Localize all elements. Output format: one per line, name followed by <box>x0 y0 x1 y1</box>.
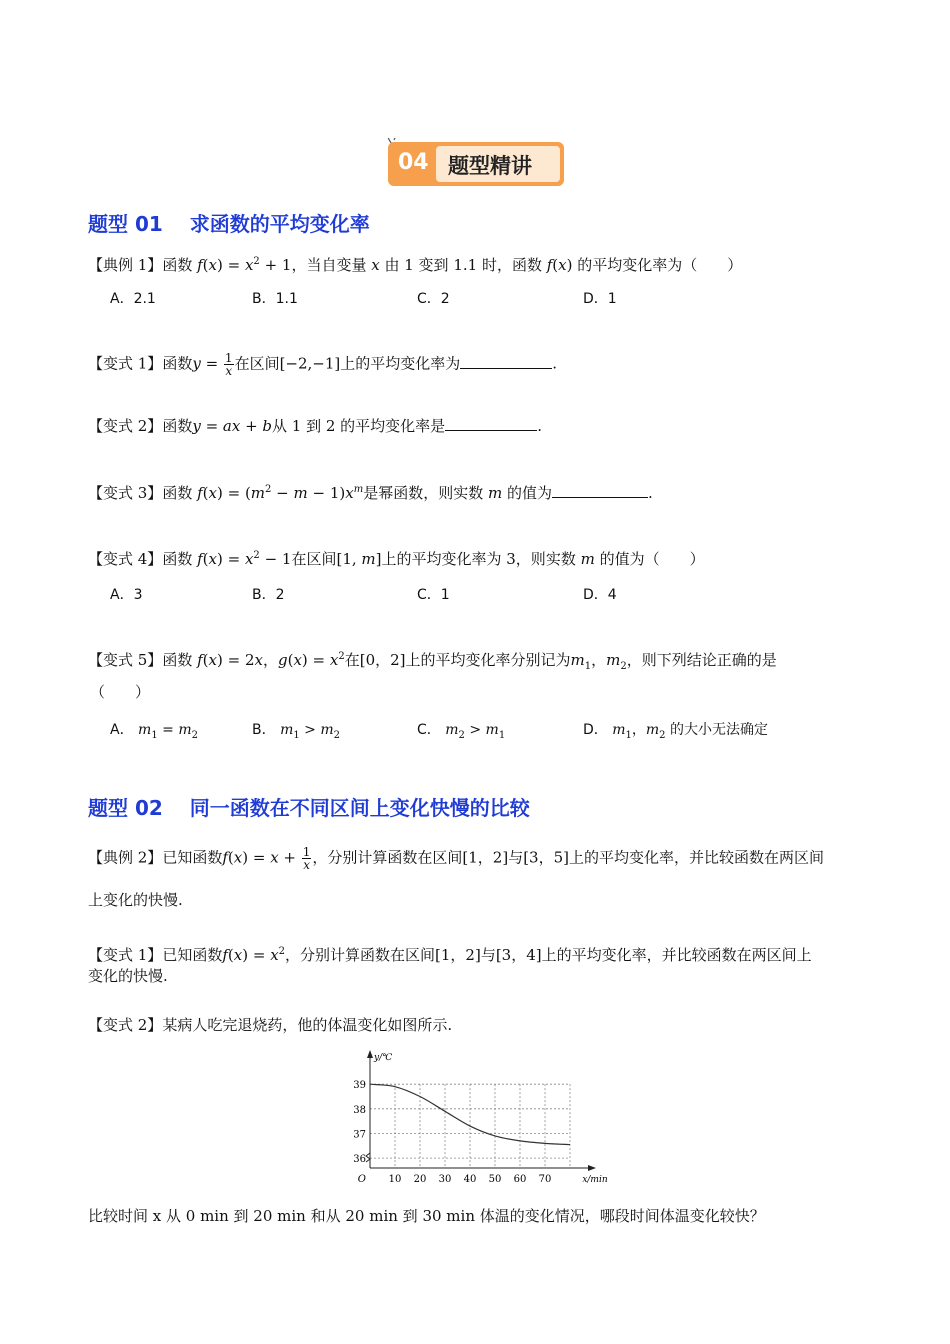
question-text: . <box>537 417 542 435</box>
section-heading-01: 题型 01 求函数的平均变化率 <box>88 212 370 236</box>
question-text: 的值为（ ） <box>594 550 705 568</box>
x-tick-label: 30 <box>438 1174 452 1185</box>
answer-paren: （ ） <box>90 683 151 701</box>
question-tag: 【变式 3】 <box>88 484 163 502</box>
section-badge <box>386 138 566 184</box>
question-text: 在区间[−2,−1]上的平均变化率为 <box>234 354 461 373</box>
section-heading-02: 题型 02 同一函数在不同区间上变化快慢的比较 <box>88 796 530 820</box>
option-b[interactable]: B．1.1 <box>252 291 298 307</box>
option-d[interactable]: D． $m_1$，$m_2$ 的大小无法确定 <box>583 722 768 741</box>
question-variant-1b: 【变式 1】已知函数$f(x) = x^2$，分别计算函数在区间[1，2]与[3，4]上的平均变化率，并比较函数在两区间上 <box>88 946 812 964</box>
option-b[interactable]: B． $m_1 > m_2$ <box>252 722 341 741</box>
option-label: B． <box>252 722 276 738</box>
x-axis-label: x/min <box>582 1175 608 1185</box>
question-variant-1: 【变式 1】函数y = $\frac{1}{x}$ 在区间[−2,−1]上的平均变化率为 . <box>88 351 558 378</box>
x-axis-arrow <box>588 1165 596 1171</box>
x-tick-label: 20 <box>413 1174 427 1185</box>
answer-blank[interactable] <box>445 416 537 431</box>
y-tick-label: 39 <box>353 1080 366 1092</box>
question-tag: 【变式 1】 <box>88 946 163 964</box>
question-text: 上的平均变化率为 3，则实数 <box>381 550 581 568</box>
question-final: 比较时间 x 从 0 min 到 20 min 和从 20 min 到 30 min 体温的变化情况，哪段时间体温变化较快？ <box>88 1207 765 1225</box>
question-text: . <box>648 484 653 502</box>
y-axis-label: y/℃ <box>374 1053 393 1063</box>
option-c[interactable]: C． $m_2 > m_1$ <box>417 722 506 741</box>
question-text: ，则下列结论正确的是 <box>626 651 777 669</box>
question-text: 已知函数 <box>162 848 223 867</box>
y-tick-label: 37 <box>353 1129 366 1141</box>
question-tag: 【典例 1】 <box>88 256 163 274</box>
option-label: C． <box>417 722 441 738</box>
question-tag: 【变式 2】 <box>88 1016 163 1034</box>
y-tick-label: 38 <box>353 1104 366 1116</box>
question-variant-2b <box>88 1015 452 1035</box>
y-tick-label: 36 <box>353 1154 366 1166</box>
question-text: 函数 <box>162 354 193 373</box>
question-tag: 【变式 4】 <box>88 550 163 568</box>
option-d[interactable]: D．4 <box>583 587 617 603</box>
question-tag: 【典例 2】 <box>88 848 163 867</box>
question-text: ，分别计算函数在区间[1，2]与[3，5]上的平均变化率，并比较函数在两区间 <box>312 848 824 867</box>
axis-break <box>366 1153 370 1162</box>
option-a[interactable]: A．3 <box>110 587 143 603</box>
question-variant-3: 【变式 3】函数 $f(x) = (m^2 - m - 1)x^m$是幂函数，则实数 m 的值为 . <box>88 484 653 502</box>
question-text: 从 1 到 2 的平均变化率是 <box>272 417 446 435</box>
x-tick-label: 70 <box>538 1174 552 1185</box>
question-text: 在区间 <box>291 550 337 568</box>
question-text: 由 1 变到 1.1 时，函数 <box>379 256 547 274</box>
option-d[interactable]: D．1 <box>583 291 617 307</box>
badge-label: 题型精讲 <box>448 154 532 178</box>
option-text: 的大小无法确定 <box>670 722 768 738</box>
question-text: 的值为 <box>506 484 552 502</box>
question-text: 函数 <box>162 256 198 274</box>
option-a[interactable]: A． $m_1 = m_2$ <box>110 722 198 741</box>
question-text: 函数 <box>162 550 198 568</box>
question-variant-4: 【变式 4】函数 $f(x) = x^2 - 1$在区间[1, m]上的平均变化率为 3，则实数 m 的值为（ ） <box>88 550 705 568</box>
question-text: 函数 <box>162 484 198 502</box>
question-text: 某病人吃完退烧药，他的体温变化如图所示. <box>162 1016 453 1034</box>
x-tick-label: 40 <box>463 1174 477 1185</box>
question-example-2: 【典例 2】已知函数f(x) = x + $\frac{1}{x}$ ，分别计算函数在区间[1，2]与[3，5]上的平均变化率，并比较函数在两区间 <box>88 845 824 872</box>
question-tag: 【变式 1】 <box>88 354 163 373</box>
question-text: 已知函数 <box>162 946 223 964</box>
badge-number: 04 <box>398 150 429 175</box>
temperature-chart <box>340 1050 610 1190</box>
question-text: 的平均变化率为（ ） <box>572 256 743 274</box>
option-c[interactable]: C．2 <box>417 291 450 307</box>
question-tag: 【变式 5】 <box>88 651 163 669</box>
question-text-cont: 变化的快慢. <box>88 967 168 985</box>
question-example-1: 【典例 1】函数 $f(x) = x^2 + 1$，当自变量 x 由 1 变到 1.1 时，函数 f(x) 的平均变化率为（ ） <box>88 256 743 274</box>
fraction: $\frac{1}{x}$ <box>302 845 311 872</box>
formula: y = ax + b <box>192 417 273 435</box>
option-b[interactable]: B．2 <box>252 587 285 603</box>
y-axis-arrow <box>367 1050 373 1058</box>
answer-blank[interactable] <box>552 483 648 498</box>
option-label: A． <box>110 722 134 738</box>
option-c[interactable]: C．1 <box>417 587 450 603</box>
question-text: ，当自变量 <box>291 256 372 274</box>
answer-blank[interactable] <box>460 354 552 369</box>
origin-label: O <box>357 1174 366 1185</box>
x-tick-label: 50 <box>488 1174 502 1185</box>
question-text: 是幂函数，则实数 <box>363 484 484 502</box>
question-text: 在[0，2]上的平均变化率分别记为 <box>344 651 571 669</box>
option-label: D． <box>583 722 608 738</box>
question-text-cont: 上变化的快慢. <box>88 891 183 909</box>
question-tag: 【变式 2】 <box>88 417 163 435</box>
question-variant-2 <box>88 416 542 436</box>
question-text: . <box>552 354 558 373</box>
option-a[interactable]: A．2.1 <box>110 291 156 307</box>
question-variant-5: 【变式 5】函数 f(x) = 2x，$g(x) = x^2$在[0，2]上的平均变化率分别记为$m_1$，$m_2$，则下列结论正确的是 <box>88 651 777 672</box>
question-text: 函数 <box>162 417 193 435</box>
x-tick-label: 60 <box>513 1174 527 1185</box>
fraction: $\frac{1}{x}$ <box>224 351 233 378</box>
x-tick-label: 10 <box>388 1174 402 1185</box>
question-text: 函数 <box>162 651 198 669</box>
question-text: ，分别计算函数在区间[1，2]与[3，4]上的平均变化率，并比较函数在两区间上 <box>285 946 812 964</box>
